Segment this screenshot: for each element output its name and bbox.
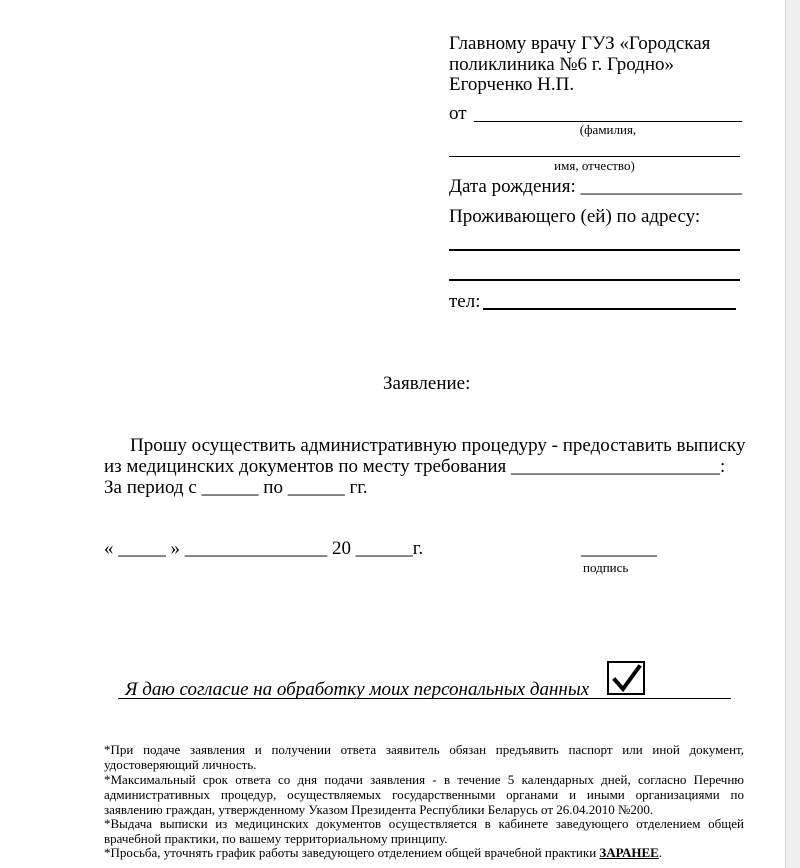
document-title: Заявление: — [383, 373, 471, 394]
consent-checkbox[interactable] — [607, 661, 645, 695]
check-mark-icon — [611, 664, 643, 694]
consent-text: Я даю согласие на обработку моих персональных данных — [125, 679, 590, 700]
footnote-3: *Выдача выписки из медицинских документов осуществляется в кабинете заведующего отделением общей врачебной практики, по вашему территориальному принципу. — [104, 816, 744, 846]
signature-blank[interactable]: ________ — [581, 538, 657, 559]
address-label: Проживающего (ей) по адресу: — [449, 206, 701, 227]
surname-caption: (фамилия, — [579, 122, 637, 137]
footnote-4-emphasis: ЗАРАНЕЕ — [599, 845, 659, 860]
addressee-line-2: поликлиника №6 г. Гродно» — [449, 54, 675, 75]
footnote-4-text: *Просьба, уточнять график работы заведующего отделением общей врачебной практики — [104, 845, 600, 860]
page-edge — [785, 0, 800, 868]
name-field-line[interactable] — [449, 156, 740, 157]
body-line-3: За период с ______ по ______ гг. — [104, 477, 368, 498]
name-caption: имя, отчество) — [554, 158, 635, 173]
footnote-2: *Максимальный срок ответа со дня подачи заявления - в течение 5 календарных дней, согласно Перечню административных процедур, осуществляемых государственными органами и иными организациями по заявлению граждан, утвержденному Указом Президента Республики Беларусь от 26.04.2010 №200. — [104, 772, 744, 817]
addressee-line-1: Главному врачу ГУЗ «Городская — [449, 33, 711, 54]
birth-date-label: Дата рождения: _________________ — [449, 176, 742, 197]
date-line: « _____ » _______________ 20 ______г. — [104, 538, 424, 559]
signature-caption: подпись — [583, 560, 629, 575]
footnote-4 — [104, 845, 744, 860]
footnote-4-end: . — [658, 845, 663, 860]
phone-field-line[interactable] — [483, 308, 736, 310]
addressee-line-3: Егорченко Н.П. — [449, 74, 575, 95]
phone-label: тел: — [449, 291, 481, 312]
address-line-1[interactable] — [449, 249, 740, 251]
body-line-2: из медицинских документов по месту требования ______________________: — [104, 456, 726, 477]
from-label: от — [449, 103, 467, 124]
footnote-1: *При подаче заявления и получении ответа заявитель обязан предъявить паспорт или иной документ, удостоверяющий личность. — [104, 742, 744, 772]
consent-underline — [118, 698, 731, 699]
body-line-1: Прошу осуществить административную процедуру - предоставить выписку — [130, 435, 746, 456]
address-line-2[interactable] — [449, 279, 740, 281]
